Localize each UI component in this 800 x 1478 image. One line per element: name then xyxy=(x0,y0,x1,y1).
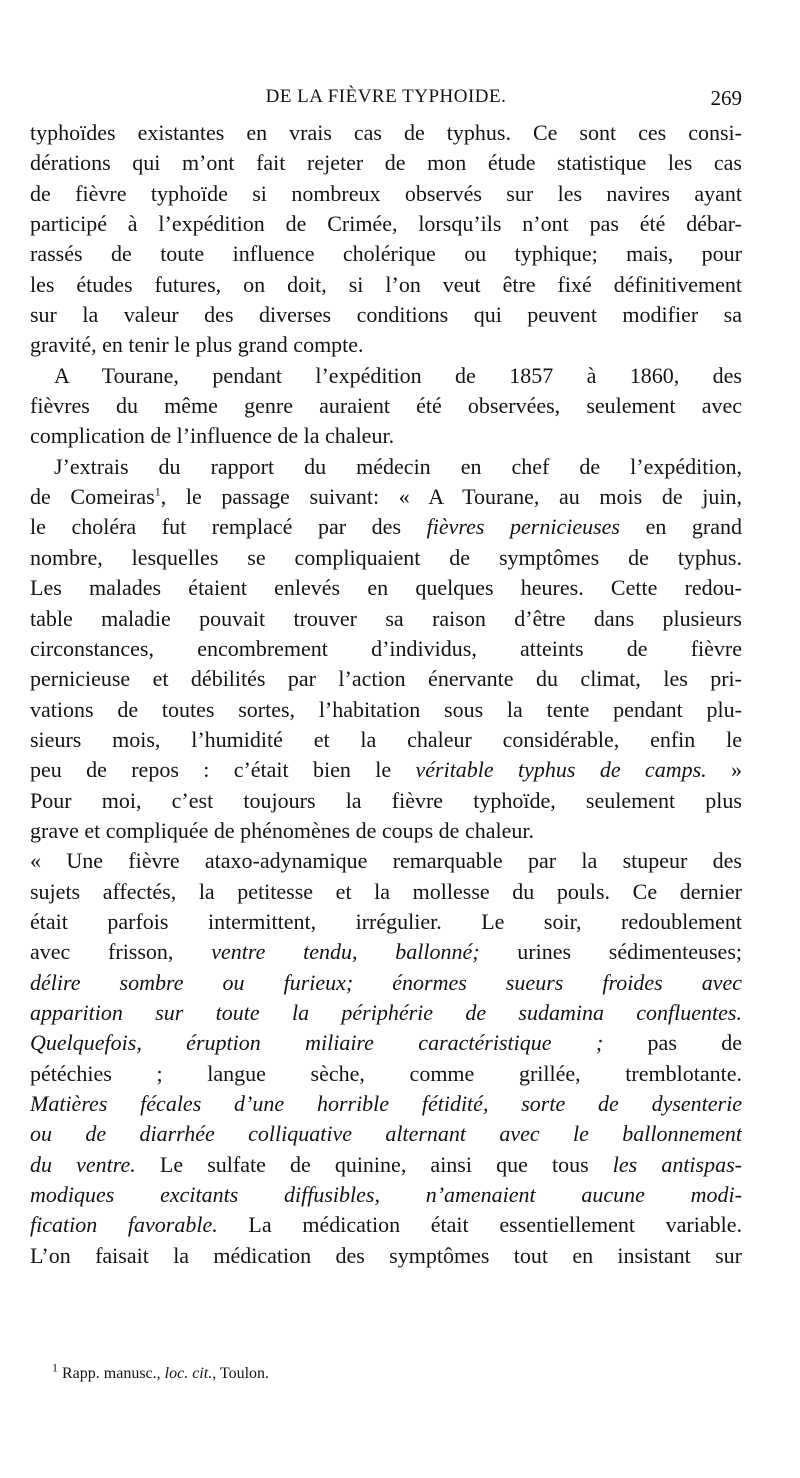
text-segment: typhoïdes existantes en vrais cas de typhus. Ce sont ces consi- xyxy=(30,120,742,145)
text-line xyxy=(30,270,742,300)
text-segment: ou de diarrhée colliquative alternant avec le ballonnement xyxy=(30,1121,742,1147)
text-line xyxy=(30,755,742,785)
text-line xyxy=(30,1180,742,1210)
text-segment: avec frisson, xyxy=(30,939,212,965)
text-segment: » xyxy=(706,757,742,783)
text-segment: Les malades étaient enlevés en quelques heures. Cette redou- xyxy=(30,575,742,601)
text-segment: fièvres du même genre auraient été observées, seulement avec xyxy=(30,393,742,419)
text-segment: pernicieuse et débilités par l’action énervante du climat, les pri- xyxy=(30,666,742,692)
text-segment: de Comeiras xyxy=(30,484,155,510)
text-segment: grave et compliquée de phénomènes de coups de chaleur. xyxy=(30,817,534,843)
text-segment: participé à l’expédition de Crimée, lorsqu’ils n’ont pas été débar- xyxy=(30,211,742,237)
text-segment: le choléra fut remplacé par des xyxy=(30,514,427,540)
text-segment: délire sombre ou furieux; énormes sueurs froides avec xyxy=(30,969,742,995)
text-line xyxy=(30,877,742,907)
text-segment: Le sulfate de quinine, ainsi que tous xyxy=(135,1151,613,1177)
text-segment: dérations qui m’ont fait rejeter de mon étude statistique les cas xyxy=(30,150,742,176)
text-line xyxy=(30,816,742,846)
text-segment: ventre tendu, ballonné; xyxy=(211,939,480,965)
text-segment: Matières fécales d’une horrible fétidité, sorte de dysenterie xyxy=(30,1091,742,1116)
text-line xyxy=(30,695,742,725)
text-line xyxy=(30,1241,742,1271)
footnote-text: Rapp. manusc., xyxy=(58,1365,165,1382)
text-line xyxy=(30,512,742,542)
text-segment: gravité, en tenir le plus grand compte. xyxy=(30,332,364,358)
text-line xyxy=(30,543,742,573)
text-segment: urines sédimenteuses; xyxy=(479,939,742,965)
text-segment: de fièvre typhoïde si nombreux observés sur les navires ayant xyxy=(30,180,742,206)
running-head: DE LA FIÈVRE TYPHOIDE. xyxy=(265,86,507,107)
text-line xyxy=(30,573,742,603)
text-line xyxy=(30,786,742,816)
page-header xyxy=(30,86,742,116)
text-segment: en grand xyxy=(619,514,742,540)
text-segment: complication de l’influence de la chaleur. xyxy=(30,423,395,449)
text-segment: peu de repos : c’était bien le xyxy=(30,757,416,783)
text-line xyxy=(30,968,742,998)
text-line xyxy=(30,664,742,694)
body-text xyxy=(30,118,742,1271)
text-line xyxy=(30,907,742,937)
text-segment: sur la valeur des diverses conditions qui peuvent modifier sa xyxy=(30,302,742,328)
text-segment: nombre, lesquelles se compliquaient de symptômes de typhus. xyxy=(30,544,742,570)
text-line xyxy=(30,300,742,330)
text-line xyxy=(30,482,742,512)
footnote-text: , Toulon. xyxy=(212,1365,270,1382)
text-line xyxy=(30,118,742,148)
text-segment: J’extrais du rapport du médecin en chef de l’expédition, xyxy=(54,453,742,479)
text-line xyxy=(30,1089,742,1119)
text-segment: du ventre. xyxy=(30,1151,136,1177)
text-segment: modiques excitants diffusibles, n’amenaient aucune modi- xyxy=(30,1182,742,1208)
text-line xyxy=(30,391,742,421)
text-line xyxy=(30,634,742,664)
text-line xyxy=(30,1150,742,1180)
text-segment: pétéchies ; langue sèche, comme grillée, tremblotante. xyxy=(30,1060,742,1086)
text-segment: L’on faisait la médication des symptômes tout en insistant sur xyxy=(30,1242,742,1268)
text-line xyxy=(30,998,742,1028)
text-segment: table maladie pouvait trouver sa raison d’être dans plusieurs xyxy=(30,605,742,631)
text-segment: fièvres pernicieuses xyxy=(426,514,620,540)
text-line xyxy=(30,937,742,967)
text-line xyxy=(30,179,742,209)
text-segment: véritable typhus de camps. xyxy=(415,757,707,783)
footnote xyxy=(30,1360,764,1383)
text-segment: sieurs mois, l’humidité et la chaleur considérable, enfin le xyxy=(30,726,742,752)
text-segment: circonstances, encombrement d’individus, atteints de fièvre xyxy=(30,635,742,661)
text-segment: , le passage suivant: « A Tourane, au mois de juin, xyxy=(160,484,742,510)
text-segment: Quelquefois, éruption miliaire caractéristique ; xyxy=(30,1030,604,1056)
text-line xyxy=(30,361,742,391)
footnote-text: loc. cit. xyxy=(164,1365,213,1382)
text-segment: Pour moi, c’est toujours la fièvre typhoïde, seulement plus xyxy=(30,787,742,813)
text-segment: les études futures, on doit, si l’on veut être fixé définitivement xyxy=(30,271,742,297)
text-segment: sujets affectés, la petitesse et la mollesse du pouls. Ce dernier xyxy=(30,878,742,904)
text-segment: les antispas- xyxy=(612,1151,742,1177)
text-line xyxy=(30,604,742,634)
footnote-marker: 1 xyxy=(52,1360,58,1375)
text-line xyxy=(30,1210,742,1240)
text-segment: vations de toutes sortes, l’habitation sous la tente pendant plu- xyxy=(30,696,742,722)
text-segment: A Tourane, pendant l’expédition de 1857 à 1860, des xyxy=(54,362,742,388)
text-segment: pas de xyxy=(603,1030,742,1056)
text-line xyxy=(30,1119,742,1149)
text-line xyxy=(30,148,742,178)
text-segment: « Une fièvre ataxo-adynamique remarquable par la stupeur des xyxy=(30,848,742,874)
text-line xyxy=(30,452,742,482)
text-line xyxy=(30,421,742,451)
page-number: 269 xyxy=(710,86,742,110)
text-line xyxy=(30,846,742,876)
text-line xyxy=(30,1028,742,1058)
text-segment: apparition sur toute la périphérie de sudamina confluentes. xyxy=(30,999,742,1025)
text-line xyxy=(30,239,742,269)
text-line xyxy=(30,330,742,360)
text-segment: était parfois intermittent, irrégulier. Le soir, redoublement xyxy=(30,908,742,934)
text-segment: fication favorable. xyxy=(30,1212,218,1238)
text-line xyxy=(30,1059,742,1089)
text-segment: La médication était essentiellement variable. xyxy=(217,1212,742,1238)
text-line xyxy=(30,725,742,755)
footnote-reference: 1 xyxy=(154,484,161,499)
text-line xyxy=(30,209,742,239)
text-segment: rassés de toute influence cholérique ou typhique; mais, pour xyxy=(30,241,742,267)
